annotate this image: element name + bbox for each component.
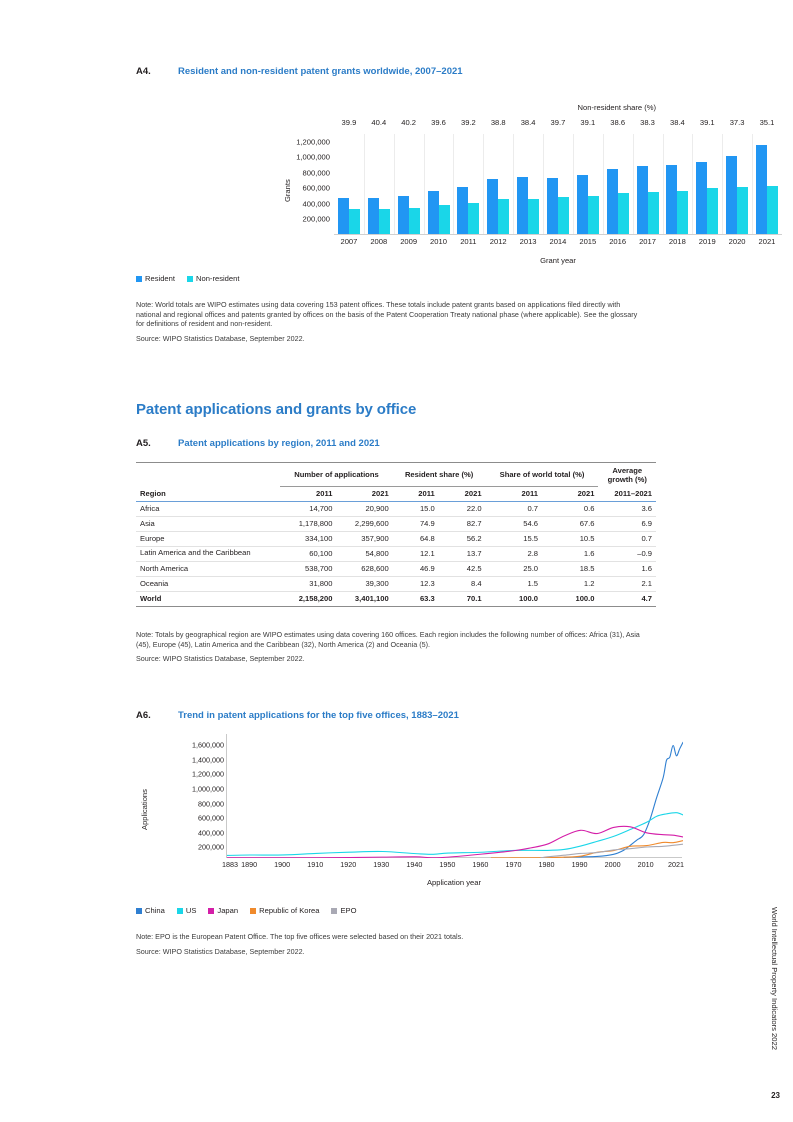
chart-a6-legend [136,906,364,915]
figure-a4-heading [136,66,463,77]
x-tick-label: 2019 [698,237,716,246]
bar-non-resident [409,208,420,234]
table-cell: 42.5 [439,561,486,576]
x-tick-label: 1900 [274,860,291,869]
y-tick-label: 1,200,000 [192,769,224,779]
legend-label: US [185,906,197,915]
legend-item[interactable] [250,906,319,915]
bar-non-resident [767,186,778,234]
table-row [136,561,656,576]
bar-group [633,134,663,234]
share-value: 38.3 [640,118,655,127]
x-tick-label: 1970 [505,860,522,869]
share-value: 40.4 [371,118,387,127]
table-cell: 39,300 [336,576,392,591]
figure-a4-note-text: Note: World totals are WIPO estimates using data covering 153 patent offices. These totals include patent grants based on applications filed directly with national and regional offices and patents granted by offices on the basis of the Patent Cooperation Treaty national phase (where applicable). See the glossary for definitions of resident and non-resident. [136,300,638,329]
table-cell: 54.6 [486,516,542,531]
chart-a6-xaxis-title: Application year [426,878,482,887]
table-a5-wrapper [136,462,656,607]
y-tick-label: 600,000 [302,183,330,193]
figure-a6-note [136,932,641,956]
bar-resident [428,191,439,234]
bar-non-resident [648,192,659,234]
bar-non-resident [498,199,509,234]
bar-resident [577,175,588,234]
bar-group [394,134,424,234]
bar-non-resident [707,188,718,234]
figure-a4-title: Resident and non-resident patent grants worldwide, 2007–2021 [178,66,463,77]
table-cell: 0.7 [598,531,656,546]
table-cell: 74.9 [393,516,439,531]
table-a5 [136,462,656,607]
figure-a6-title: Trend in patent applications for the top five offices, 1883–2021 [178,710,459,721]
table-cell-region: Europe [136,531,280,546]
bar-resident [756,145,767,234]
x-tick-label: 1920 [340,860,357,869]
share-value: 38.4 [669,118,685,127]
y-tick-label: 1,000,000 [296,152,330,162]
section-heading: Patent applications and grants by office [136,401,417,418]
share-value: 39.2 [460,118,476,127]
legend-item[interactable] [136,274,175,283]
table-column-header: 2021 [542,486,598,501]
y-tick-label: 1,600,000 [192,740,224,750]
table-cell: 0.7 [486,501,542,516]
bar-non-resident [349,209,360,234]
x-tick-label: 2021 [668,860,684,869]
legend-item[interactable] [136,906,165,915]
bar-resident [547,178,558,234]
share-value: 39.1 [580,118,596,127]
y-tick-label: 200,000 [302,214,330,224]
bar-non-resident [677,191,688,234]
share-value: 38.4 [520,118,536,127]
bar-group [573,134,603,234]
y-tick-label: 1,000,000 [192,784,224,794]
legend-swatch-icon [208,908,214,914]
table-cell: 538,700 [280,561,336,576]
x-tick-label: 2020 [728,237,746,246]
table-cell-region: Africa [136,501,280,516]
y-tick-label: 600,000 [198,813,224,823]
legend-label: Republic of Korea [259,906,320,915]
table-row [136,501,656,516]
x-tick-label: 1990 [571,860,588,869]
table-cell: 82.7 [439,516,486,531]
chart-a6-yaxis-ticks [174,734,224,858]
bar-group [543,134,573,234]
non-resident-share-values [334,118,782,130]
x-tick-label: 2011 [460,237,477,246]
x-tick-label: 1960 [472,860,489,869]
bar-resident [517,177,528,234]
legend-item[interactable] [187,274,239,283]
bar-non-resident [379,209,390,234]
share-value: 39.9 [341,118,357,127]
bar-non-resident [588,196,599,234]
table-row [136,516,656,531]
table-cell: 1,178,800 [280,516,336,531]
table-cell: 63.3 [393,591,439,606]
table-cell: 1.6 [598,561,656,576]
share-value: 38.8 [490,118,506,127]
figure-a5-note [136,630,641,664]
figure-a4-source: Source: WIPO Statistics Database, September 2022. [136,333,305,343]
figure-a5-number: A5. [136,438,151,449]
bar-group [334,134,364,234]
chart-a6-yaxis-title: Applications [140,789,149,830]
figure-a5-title: Patent applications by region, 2011 and 2021 [178,438,380,449]
bar-non-resident [558,197,569,234]
bar-group [722,134,752,234]
table-cell: 14,700 [280,501,336,516]
chart-a4-plot-area [334,134,782,235]
y-tick-label: 200,000 [198,842,224,852]
share-value: 38.6 [610,118,626,127]
table-column-header: 2011 [280,486,336,501]
bar-group [424,134,454,234]
table-cell: 31,800 [280,576,336,591]
x-tick-label: 1930 [373,860,390,869]
table-cell: 13.7 [439,546,486,561]
bar-non-resident [528,199,539,234]
y-tick-label: 400,000 [198,828,224,838]
y-tick-label: 400,000 [302,199,330,209]
bar-group [453,134,483,234]
table-cell: 6.9 [598,516,656,531]
bar-group [662,134,692,234]
table-cell: 334,100 [280,531,336,546]
figure-a6-heading [136,710,459,721]
bar-resident [607,169,618,234]
page-number: 23 [771,1091,780,1100]
table-cell-region: Oceania [136,576,280,591]
legend-item[interactable] [208,906,238,915]
y-tick-label: 1,200,000 [296,137,330,147]
table-row [136,546,656,561]
table-total-row [136,591,656,606]
figure-a6-number: A6. [136,710,151,721]
figure-a5-heading [136,438,380,449]
table-cell: 15.0 [393,501,439,516]
chart-a6-plot-area [226,734,682,858]
x-tick-label: 1883 [222,860,238,869]
y-tick-label: 800,000 [198,799,224,809]
x-tick-label: 1890 [241,860,258,869]
table-a5-sub-header-row [136,486,656,501]
bar-resident [398,196,409,234]
table-cell: 2.1 [598,576,656,591]
figure-a6-source: Source: WIPO Statistics Database, September 2022. [136,946,305,956]
table-column-header: 2011–2021 [598,486,656,501]
legend-swatch-icon [136,908,142,914]
x-tick-label: 2000 [604,860,621,869]
legend-swatch-icon [250,908,256,914]
x-tick-label: 1910 [307,860,324,869]
bar-resident [368,198,379,235]
x-tick-label: 1950 [439,860,456,869]
table-cell: 1.5 [486,576,542,591]
chart-a4-xaxis-title: Grant year [540,256,576,265]
bar-resident [666,165,677,234]
table-cell: 10.5 [542,531,598,546]
table-cell: 12.3 [393,576,439,591]
x-tick-label: 2012 [489,237,507,246]
table-cell-region: Latin America and the Caribbean [136,546,280,561]
legend-label: Japan [217,906,239,915]
chart-a6-series-svg [227,734,683,858]
table-column-header: 2011 [486,486,542,501]
table-cell: 46.9 [393,561,439,576]
figure-a4-note [136,300,641,343]
table-a5-body [136,501,656,606]
bar-resident [696,162,707,234]
bar-group [483,134,513,234]
bar-group [603,134,633,234]
chart-a4-yaxis-ticks [286,128,330,236]
running-title-vertical: World Intellectual Property Indicators 2022 [770,907,779,1050]
x-tick-label: 2018 [668,237,686,246]
figure-a5-source: Source: WIPO Statistics Database, September 2022. [136,654,305,664]
table-column-header: 2021 [336,486,392,501]
x-tick-label: 2015 [579,237,597,246]
legend-swatch-icon [177,908,183,914]
legend-item[interactable] [331,906,356,915]
legend-swatch-icon [136,276,142,282]
table-cell: 8.4 [439,576,486,591]
x-tick-label: 2008 [370,237,388,246]
table-cell: 60,100 [280,546,336,561]
line-series-us [227,813,683,856]
x-tick-label: 2021 [758,237,776,246]
legend-label: Non-resident [195,274,240,283]
table-column-header: 2021 [439,486,486,501]
table-cell: 25.0 [486,561,542,576]
table-cell: 357,900 [336,531,392,546]
bar-resident [637,166,648,234]
x-tick-label: 2016 [609,237,627,246]
y-tick-label: 1,400,000 [192,755,224,765]
table-cell-region: World [136,591,280,606]
table-cell: 20,900 [336,501,392,516]
x-tick-label: 2013 [519,237,537,246]
x-tick-label: 2010 [430,237,447,246]
x-tick-label: 1940 [406,860,423,869]
share-value: 37.3 [729,118,745,127]
x-tick-label: 2010 [637,860,654,869]
table-row [136,576,656,591]
share-value: 39.6 [431,118,446,127]
chart-a4-xaxis-ticks [334,237,782,246]
table-cell: –0.9 [598,546,656,561]
non-resident-share-caption: Non-resident share (%) [577,103,656,112]
bar-group [752,134,782,234]
x-tick-label: 1980 [538,860,555,869]
bar-group [364,134,394,234]
table-corner-cell [136,463,280,487]
x-tick-label: 2007 [340,237,358,246]
table-cell: 15.5 [486,531,542,546]
figure-a4-number: A4. [136,66,151,77]
bar-resident [338,198,349,235]
table-a5-head [136,463,656,502]
table-cell: 12.1 [393,546,439,561]
table-cell: 3.6 [598,501,656,516]
bar-non-resident [439,205,450,234]
line-series-china [564,742,683,857]
share-value: 39.7 [550,118,566,127]
table-group-header: Share of world total (%) [486,463,599,487]
legend-swatch-icon [187,276,193,282]
figure-a5-note-text: Note: Totals by geographical region are WIPO estimates using data covering 160 offices. Each region includes the following number of offices: Africa (31), Asia (45), Europe (45), Latin America and the Caribbean (32), North America (2) and Oceania (5). [136,630,640,649]
x-tick-label: 2017 [639,237,656,246]
table-cell: 56.2 [439,531,486,546]
x-tick-label: 2009 [400,237,418,246]
table-cell: 64.8 [393,531,439,546]
table-cell: 22.0 [439,501,486,516]
chart-a6-line [136,730,684,915]
x-tick-label: 2014 [549,237,567,246]
share-value: 40.2 [401,118,417,127]
bar-group [692,134,722,234]
bar-non-resident [468,203,479,234]
figure-a6-note-text: Note: EPO is the European Patent Office. The top five offices were selected based on their 2021 totals. [136,932,464,941]
table-group-header: Number of applications [280,463,392,487]
table-cell: 0.6 [542,501,598,516]
chart-a4-bars [334,134,782,234]
legend-item[interactable] [177,906,197,915]
table-group-header: Resident share (%) [393,463,486,487]
table-column-header: Region [136,486,280,501]
table-cell: 2,158,200 [280,591,336,606]
legend-label: China [145,906,165,915]
table-cell: 3,401,100 [336,591,392,606]
table-cell: 628,600 [336,561,392,576]
legend-label: EPO [340,906,357,915]
table-group-header: Average growth (%) [598,463,656,487]
table-cell: 2.8 [486,546,542,561]
bar-non-resident [737,187,748,234]
bar-resident [457,187,468,234]
table-a5-group-header-row [136,463,656,487]
bar-non-resident [618,193,629,234]
table-cell: 1.2 [542,576,598,591]
table-cell-region: Asia [136,516,280,531]
bar-resident [487,179,498,234]
table-cell: 100.0 [486,591,542,606]
table-cell: 18.5 [542,561,598,576]
chart-a4-bar [136,98,776,288]
share-value: 39.1 [699,118,715,127]
table-cell-region: North America [136,561,280,576]
table-row [136,531,656,546]
y-tick-label: 800,000 [302,168,330,178]
table-cell: 67.6 [542,516,598,531]
table-cell: 100.0 [542,591,598,606]
legend-swatch-icon [331,908,337,914]
share-value: 35.1 [759,118,775,127]
table-cell: 2,299,600 [336,516,392,531]
chart-a4-yaxis-title: Grants [283,179,292,202]
bar-group [513,134,543,234]
table-cell: 1.6 [542,546,598,561]
table-cell: 70.1 [439,591,486,606]
table-cell: 54,800 [336,546,392,561]
chart-a4-legend [136,274,246,283]
bar-resident [726,156,737,234]
table-cell: 4.7 [598,591,656,606]
table-column-header: 2011 [393,486,439,501]
legend-label: Resident [145,274,175,283]
